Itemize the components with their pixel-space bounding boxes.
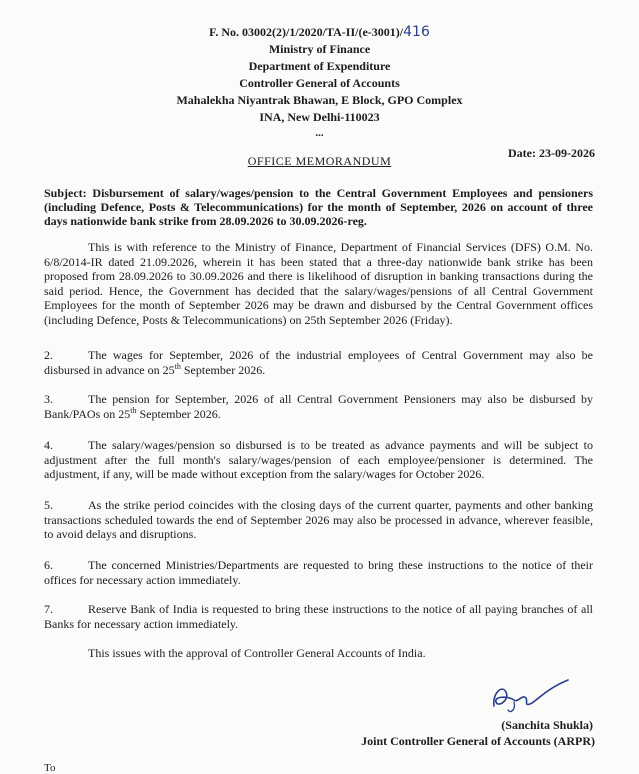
paragraph-2 (44, 348, 593, 377)
address-line-1: Mahalekha Niyantrak Bhawan, E Block, GPO Complex (176, 93, 463, 107)
paragraph-3-number: 3. (44, 392, 53, 406)
letterhead (0, 24, 639, 140)
ministry-name: Ministry of Finance (268, 42, 371, 56)
paragraph-2-text-end: September 2026. (180, 362, 266, 377)
file-number-text: F. No. 03002(2)/1/2020/TA-II/(e-3001)/ (209, 25, 404, 39)
paragraph-7-text: Reserve Bank of India is requested to bring these instructions to the notice of all paying branches of all Banks for necessary action immediately. (44, 602, 593, 631)
ordinal-suffix: th (174, 361, 181, 371)
memo-title (0, 154, 639, 169)
closing-line: This issues with the approval of Controller General Accounts of India. (88, 646, 426, 660)
paragraph-5-number: 5. (44, 498, 53, 512)
paragraph-2-text: The wages for September, 2026 of the industrial employees of Central Government may also be disbursed in advance on 25 (44, 348, 593, 377)
controller-name: Controller General of Accounts (239, 76, 400, 90)
file-number (0, 24, 639, 41)
address-line-2: INA, New Delhi-110023 (259, 110, 380, 124)
paragraph-6-text: The concerned Ministries/Departments are requested to bring these instructions to the notice of their offices for necessary action immediately. (44, 558, 593, 587)
paragraph-2-number: 2. (44, 348, 53, 362)
paragraph-7 (44, 602, 593, 631)
paragraph-4 (44, 438, 593, 482)
ordinal-suffix: th (130, 405, 137, 415)
signatory-designation: Joint Controller General of Accounts (ARPR) (361, 734, 595, 748)
memo-subject: Subject: Disbursement of salary/wages/pension to the Central Government Employees and pensioners (including Defence, Posts & Telecommunications) for the month of September, 2026 on account of three days nationwide bank strike from 28.09.2026 to 30.09.2026-reg. (44, 186, 593, 228)
paragraph-4-text: The salary/wages/pension so disbursed is to be treated as advance payments and will be subject to adjustment after the full month's salary/wages/pension of each employee/pensioner is determined. The adjustment, if any, will be made without exception from the salary/wages for October 2026. (44, 438, 593, 481)
paragraph-1-text: This is with reference to the Ministry of Finance, Department of Financial Services (DFS) O.M. No. 6/8/2014-IR dated 21.09.2026, wherein it has been stated that a three-day nationwide bank strike has been proposed from 28.09.2026 to 30.09.2026 and there is likelihood of disruption in banking transactions during the said period. Hence, the Government has decided that the salary/wages/pensions of all Central Government Employees for the month of September 2026 may be drawn and disbursed by the Central Government offices (including Defence, Posts & Telecommunications) on 25th September 2026 (Friday). (44, 240, 593, 327)
file-number-handwritten: 416 (403, 24, 430, 40)
paragraph-3-text-end: September 2026. (136, 406, 221, 421)
signatory-name: (Sanchita Shukla) (501, 718, 593, 732)
paragraph-3-text: The pension for September, 2026 of all Central Government Pensioners may also be disbursed by Bank/PAOs on 25 (44, 392, 593, 421)
handwritten-signature (484, 676, 574, 718)
paragraph-5-text: As the strike period coincides with the closing days of the current quarter, payments and other banking transactions scheduled towards the end of September 2026 may also be processed in advance, wherever feasible, to avoid delays and disruptions. (44, 498, 593, 541)
paragraph-3 (44, 392, 593, 421)
memo-title-text: OFFICE MEMORANDUM (247, 154, 392, 168)
paragraph-7-number: 7. (44, 602, 53, 616)
paragraph-6-number: 6. (44, 558, 53, 572)
memo-date: Date: 23-09-2026 (508, 146, 595, 160)
header-separator: ... (315, 127, 324, 139)
paragraph-5 (44, 498, 593, 542)
department-name: Department of Expenditure (248, 59, 391, 73)
paragraph-6 (44, 558, 593, 587)
paragraph-1 (44, 240, 593, 327)
addressee-to: To (44, 762, 56, 774)
paragraph-4-number: 4. (44, 438, 53, 452)
